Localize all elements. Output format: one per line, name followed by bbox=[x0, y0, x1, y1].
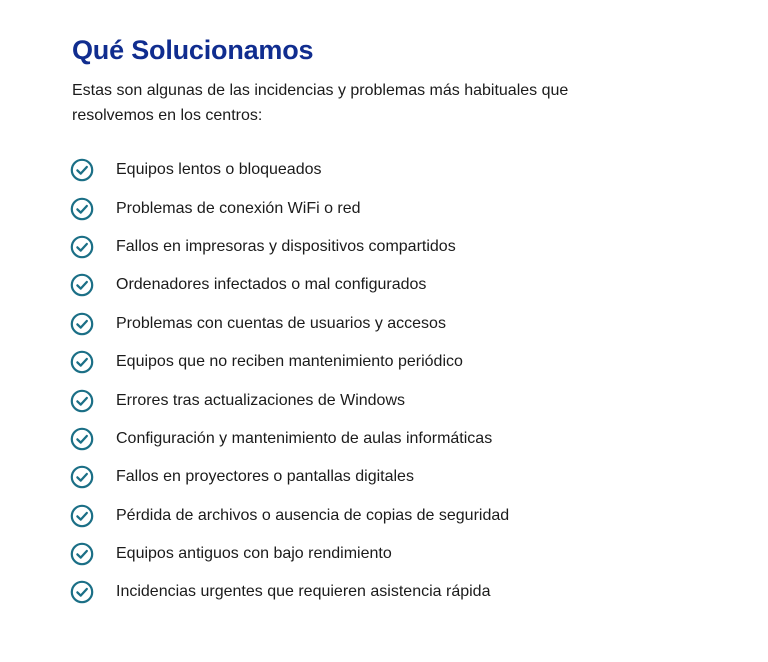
list-item-label: Pérdida de archivos o ausencia de copias de seguridad bbox=[116, 506, 510, 524]
list-item-label: Fallos en proyectores o pantallas digitales bbox=[116, 468, 414, 486]
list-item-label: Errores tras actualizaciones de Windows bbox=[116, 391, 406, 409]
list-item bbox=[72, 228, 712, 266]
list-item bbox=[72, 381, 712, 419]
check-circle-icon bbox=[70, 427, 94, 451]
solutions-list bbox=[72, 151, 712, 612]
list-item-label: Incidencias urgentes que requieren asistencia rápida bbox=[116, 583, 491, 601]
list-item-label: Fallos en impresoras y dispositivos compartidos bbox=[116, 237, 456, 255]
check-circle-icon bbox=[70, 197, 94, 221]
list-item-label: Equipos lentos o bloqueados bbox=[116, 161, 322, 179]
list-item-label: Equipos que no reciben mantenimiento periódico bbox=[116, 353, 463, 371]
section-title: Qué Solucionamos bbox=[72, 35, 314, 65]
check-circle-icon bbox=[70, 235, 94, 259]
list-item-label: Equipos antiguos con bajo rendimiento bbox=[116, 545, 392, 563]
check-circle-icon bbox=[70, 465, 94, 489]
list-item-label: Problemas de conexión WiFi o red bbox=[116, 199, 361, 217]
list-item bbox=[72, 497, 712, 535]
list-item bbox=[72, 266, 712, 304]
solutions-section bbox=[72, 30, 712, 612]
check-circle-icon bbox=[70, 350, 94, 374]
list-item-label: Problemas con cuentas de usuarios y accesos bbox=[116, 314, 446, 332]
check-circle-icon bbox=[70, 389, 94, 413]
check-circle-icon bbox=[70, 504, 94, 528]
list-item bbox=[72, 420, 712, 458]
section-intro: Estas son algunas de las incidencias y problemas más habituales que resolvemos en los centros: bbox=[72, 82, 569, 124]
check-circle-icon bbox=[70, 580, 94, 604]
list-item bbox=[72, 458, 712, 496]
check-circle-icon bbox=[70, 273, 94, 297]
list-item bbox=[72, 151, 712, 189]
list-item bbox=[72, 535, 712, 573]
list-item bbox=[72, 573, 712, 611]
list-item bbox=[72, 343, 712, 381]
list-item-label: Configuración y mantenimiento de aulas informáticas bbox=[116, 429, 493, 447]
list-item-label: Ordenadores infectados o mal configurados bbox=[116, 276, 427, 294]
check-circle-icon bbox=[70, 158, 94, 182]
check-circle-icon bbox=[70, 312, 94, 336]
list-item bbox=[72, 189, 712, 227]
list-item bbox=[72, 305, 712, 343]
check-circle-icon bbox=[70, 542, 94, 566]
